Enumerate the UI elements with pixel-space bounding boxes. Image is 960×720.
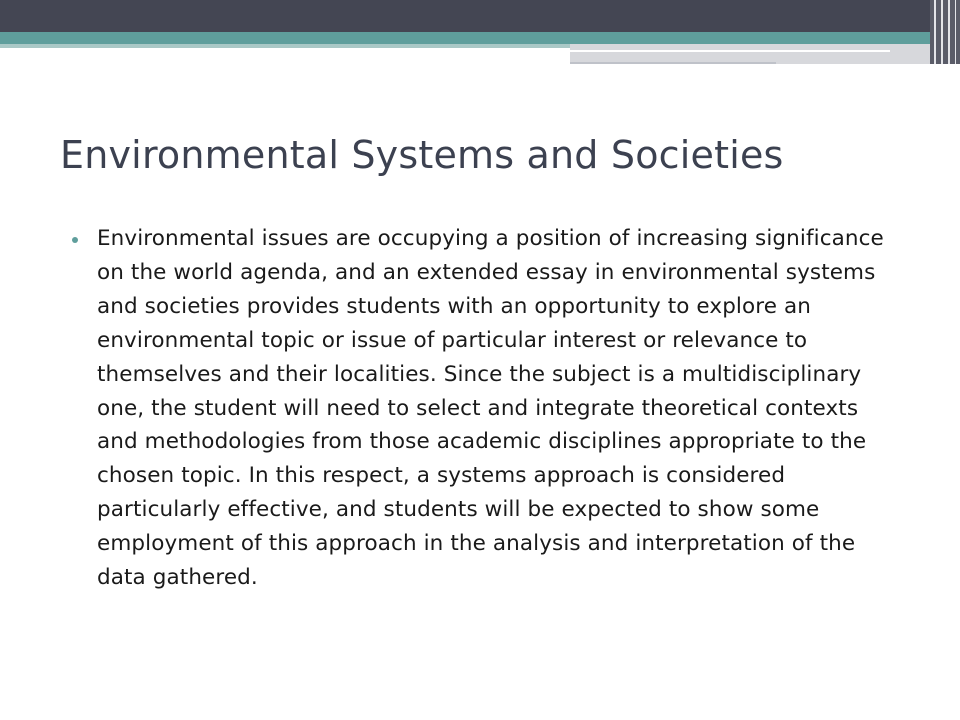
bullet-dot-icon bbox=[72, 237, 78, 243]
header-vertical-line bbox=[941, 0, 943, 64]
header-band-teal-light bbox=[0, 44, 570, 48]
header-band-dark bbox=[0, 0, 960, 32]
header-band-grey bbox=[570, 44, 930, 64]
slide-title: Environmental Systems and Societies bbox=[60, 133, 784, 178]
header-vertical-line bbox=[934, 0, 936, 64]
header-grey-line bbox=[570, 62, 776, 64]
bullet-item bbox=[72, 222, 902, 595]
bullet-text: Environmental issues are occupying a position of increasing significance on the world agenda, and an extended essay in environmental systems and societies provides students with an opportunity to explore an environmental topic or issue of particular interest or relevance to themselves and their localities. Since the subject is a multidisciplinary one, the student will need to select and integrate theoretical contexts and methodologies from those academic disciplines appropriate to the chosen topic. In this respect, a systems approach is considered particularly effective, and students will be expected to show some employment of this approach in the analysis and interpretation of the data gathered. bbox=[97, 226, 884, 591]
header-vertical-line bbox=[948, 0, 950, 64]
slide-body bbox=[72, 222, 902, 595]
header-vertical-line bbox=[955, 0, 956, 64]
header-white-line bbox=[570, 50, 890, 52]
header-band-teal bbox=[0, 32, 930, 44]
